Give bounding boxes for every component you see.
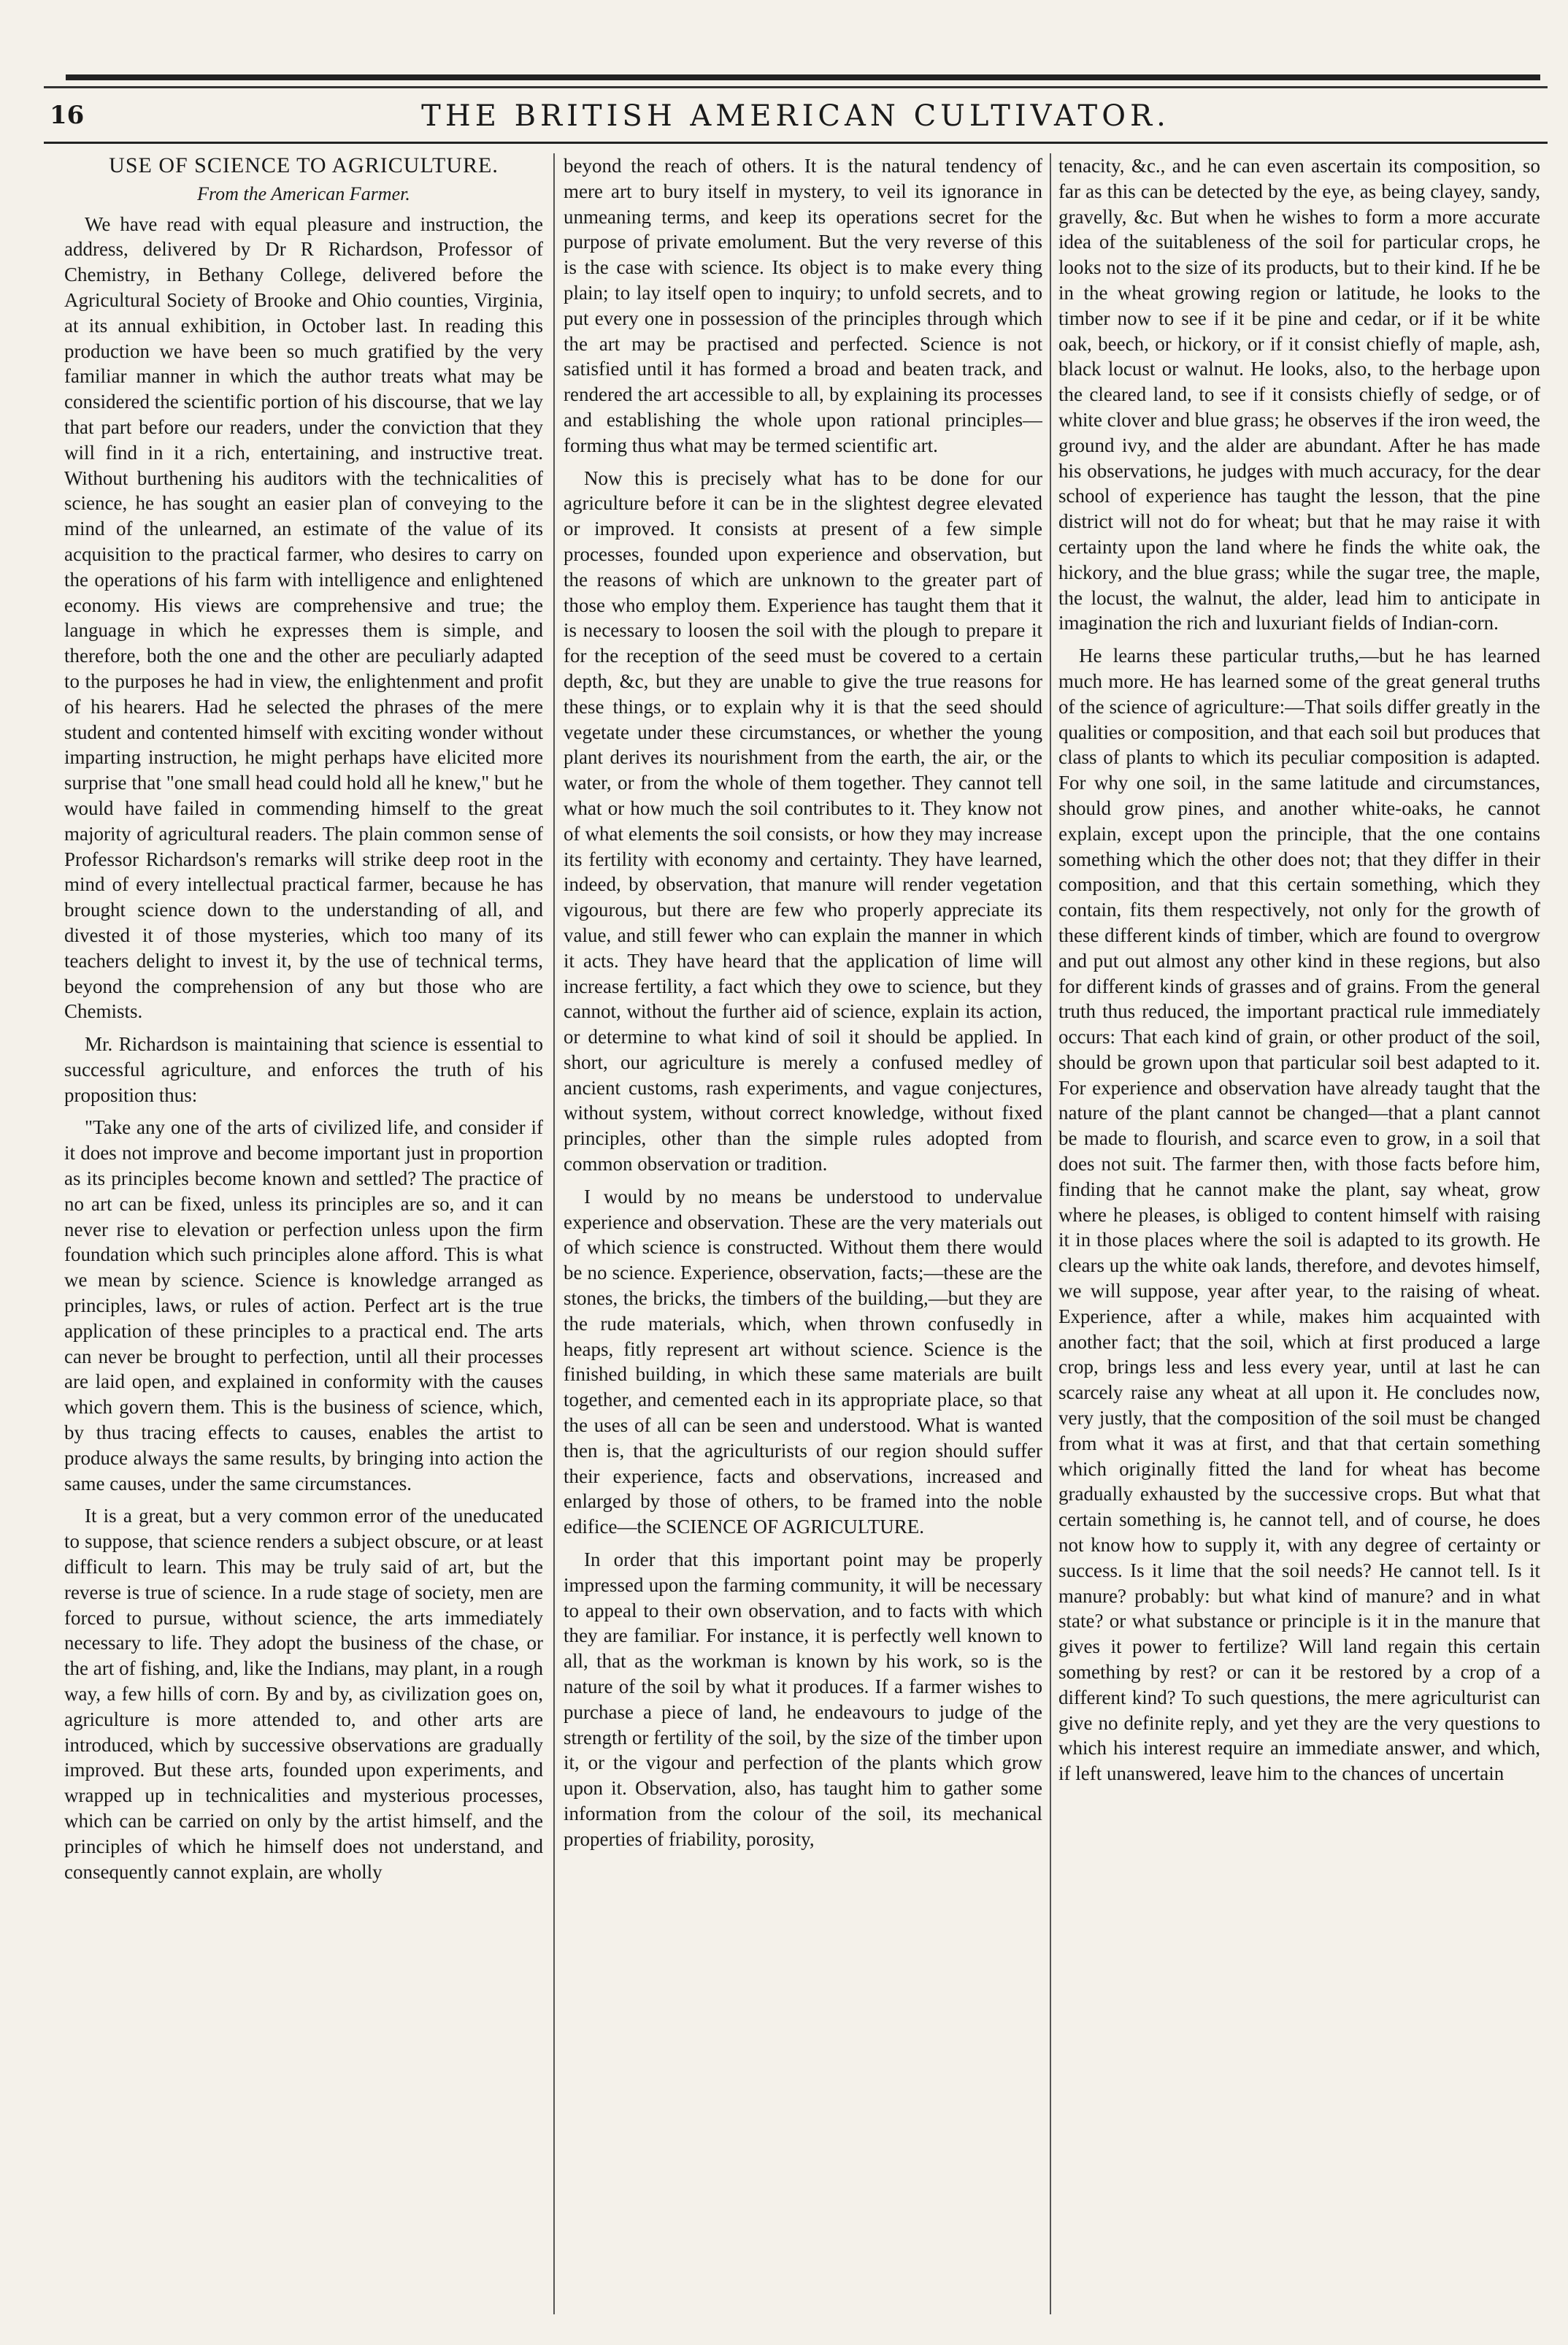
article-title: USE OF SCIENCE TO AGRICULTURE. <box>109 153 499 177</box>
column-2 <box>564 153 1042 2314</box>
paragraph: We have read with equal pleasure and instruction, the address, delivered by Dr R Richardson, Professor of Chemistry, in Bethany College, delivered before the Agricultural Society of Brooke and Ohio counties, Virginia, at its annual exhibition, in October last. In reading this production we have been so much gratified by the very familiar manner in which the author treats what may be considered the scientific portion of his discourse, that we lay that part before our readers, under the conviction that they will find in it a rich, entertaining, and instructive treat. Without burthening his auditors with the technicalities of science, he has sought an easier plan of conveying to the mind of the unlearned, an estimate of the value of its acquisition to the practical farmer, who desires to carry on the operations of his farm with intelligence and enlightened economy. His views are comprehensive and true; the language in which he expresses them is simple, and therefore, both the one and the other are peculiarly adapted to the purposes he had in view, the enlightenment and profit of his hearers. Had he selected the phrases of the mere student and contented himself with exciting wonder without imparting instruction, he might perhaps have elicited more surprise that "one small head could hold all he knew," but he would have failed in commending himself to the great majority of agricultural readers. The plain common sense of Professor Richardson's remarks will strike deep root in the mind of every intellectual practical farmer, because he has brought science down to the understanding of all, and divested it of those mysteries, which too many of its teachers delight to invest it, by the use of technical terms, beyond the comprehension of any but those who are Chemists. <box>64 212 543 1023</box>
paragraph: I would by no means be understood to undervalue experience and observation. These are the very materials out of which science is constructed. Without them there would be no science. Experience, observation, facts;—these are the stones, the bricks, the timbers of the building,—but they are the rude materials, which, when thrown confusedly in heaps, fitly represent art without science. Science is the finished building, in which these same materials are built together, and cemented each in its appropriate place, so that the uses of all can be seen and understood. What is wanted then is, that the agriculturists of our region should suffer their experience, facts and observations, increased and enlarged by those of others, to be framed into the noble edifice—the SCIENCE OF AGRICULTURE. <box>564 1185 1042 1538</box>
column-divider-2 <box>1050 153 1051 2314</box>
paragraph: Now this is precisely what has to be done for our agriculture before it can be in the slightest degree elevated or improved. It consists at present of a few simple processes, founded upon experience and observation, but the reasons of which are unknown to the greater part of those who employ them. Experience has taught them that it is necessary to loosen the soil with the plough to prepare it for the reception of the seed must be covered to a certain depth, &c, but they are unable to give the true reasons for these things, or to explain why it is that the seed should vegetate under these circumstances, or whether the young plant derives its nourishment from the earth, the air, or the water, or from the whole of them together. They cannot tell what or how much the soil contributes to it. They know not of what elements the soil consists, or how they may increase its fertility with economy and certainty. They have learned, indeed, by observation, that manure will render vegetation vigourous, but there are few who properly appreciate its value, and still fewer who can explain the manner in which it acts. They have heard that the application of lime will increase fertility, a fact which they owe to science, but they cannot, without the further aid of science, explain its action, or determine to what kind of soil it should be applied. In short, our agriculture is merely a confused medley of ancient customs, rash experiments, and vague conjectures, without system, without correct knowledge, without fixed principles, other than the simple rules adopted from common observation or tradition. <box>564 467 1042 1175</box>
top-rule-thin <box>44 86 1548 88</box>
paragraph: He learns these particular truths,—but he has learned much more. He has learned some of the great general truths of the science of agriculture:—That soils differ greatly in the qualities or composition, and that each soil but produces that class of plants to which its peculiar composition is adapted. For why one soil, in the same latitude and circumstances, should grow pines, and another white-oaks, he cannot explain, except upon the principle, that the one contains something which the other does not; that they differ in their composition, and that this certain something, which they contain, fits them respectively, not only for the growth of these different kinds of timber, which are found to overgrow and put out almost any other kind in these regions, but also for different kinds of grasses and of grains. From the general truth thus reduced, the important practical rule immediately occurs: That each kind of grain, or other product of the soil, should be grown upon that particular soil best adapted to it. For experience and observation have already taught that the nature of the plant cannot be changed—that a plant cannot be made to flourish, and scarce even to grow, in a soil that does not suit. The farmer then, with those facts before him, finding that he cannot make the plant, say wheat, grow where he pleases, is obliged to content himself with raising it in those places where the soil is adapted to its growth. He clears up the white oak lands, therefore, and devotes himself, we will suppose, year after year, to the raising of wheat. Experience, after a while, makes him acquainted with another fact; that the soil, which at first produced a large crop, brings less and less every year, until at last he can scarcely raise any wheat at all upon it. He concludes now, very justly, that the composition of the soil must be changed from what it was at first, and that that certain something which originally fitted the land for wheat has become gradually exhausted by the successive crops. But what that certain something is, he cannot tell, and of course, he does not know how to supply it, with any degree of certainty or success. Is it lime that the soil needs? He cannot tell. Is it manure? probably: but what kind of manure? and in what state? or what substance or principle is it in the manure that gives it power to fertilize? Will land regain this certain something by rest? or can it be restored by a crop of a different kind? To such questions, the mere agriculturist can give no definite reply, and yet they are the very questions to which his interest require an immediate answer, and which, if left unanswered, leave him to the chances of uncertain <box>1058 645 1540 1785</box>
article-source: From the American Farmer. <box>197 183 410 204</box>
masthead: THE BRITISH AMERICAN CULTIVATOR. <box>421 99 1170 133</box>
paragraph: tenacity, &c., and he can even ascertain its composition, so far as this can be detected by the eye, as being clayey, sandy, gravelly, &c. But when he wishes to form a more accurate idea of the suitableness of the soil for particular crops, he looks not to the size of its products, but to their kind. If he be in the wheat growing region or latitude, he looks to the timber now to see if it be pine and cedar, or if it be white oak, beech, or hickory, or if it consist chiefly of maple, ash, black locust or walnut. He looks, also, to the herbage upon the cleared land, to see if it consists chiefly of sedge, or of white clover and blue grass; he observes if the iron weed, the ground ivy, and the alder are abundant. After he has made his observations, he judges with much accuracy, for the dear school of experience has taught the lesson, that the pine district will not do for wheat; but that he may raise it with certainty upon the land where he finds the white oak, the hickory, and the blue grass; while the sugar tree, the maple, the locust, the walnut, the alder, lead him to anticipate in imagination the rich and luxuriant fields of Indian-corn. <box>1058 155 1540 634</box>
column-1 <box>64 153 543 2314</box>
column-divider-1 <box>553 153 555 2314</box>
page-header <box>44 96 1548 140</box>
paragraph: It is a great, but a very common error of the uneducated to suppose, that science renders a subject obscure, or at least difficult to learn. This may be truly said of art, but the reverse is true of science. In a rude stage of society, men are forced to pursue, without science, the arts immediately necessary to life. They adopt the business of the chase, or the art of fishing, and, like the Indians, may plant, in a rough way, a few hills of corn. By and by, as civilization goes on, agriculture is more attended to, and other arts are introduced, which by successive observations are gradually improved. But these arts, founded upon experiments, and wrapped up in technicalities and mysterious processes, which can be carried on only by the artist himself, and the principles of which he himself does not understand, and consequently cannot explain, are wholly <box>64 1505 543 1883</box>
paragraph: Mr. Richardson is maintaining that science is essential to successful agriculture, and enforces the truth of his proposition thus: <box>64 1033 543 1106</box>
paragraph: In order that this important point may be properly impressed upon the farming community, it will be necessary to appeal to their own observation, and to facts with which they are familiar. For instance, it is perfectly well known to all, that as the workman is known by his work, so is the nature of the soil by what it produces. If a farmer wishes to purchase a piece of land, he endeavours to judge of the strength or fertility of the soil, by the size of the timber upon it, or the vigour and perfection of the plants which grow upon it. Observation, also, has taught him to gather some information from the colour of the soil, its mechanical properties of friability, porosity, <box>564 1548 1042 1850</box>
paragraph: "Take any one of the arts of civilized life, and consider if it does not improve and become important just in proportion as its principles become known and settled? The practice of no art can be fixed, unless its principles are so, and it can never rise to elevation or perfection unless upon the firm foundation which such principles alone afford. This is what we mean by science. Science is knowledge arranged as principles, laws, or rules of action. Perfect art is the true application of these principles to a practical end. The arts can never be brought to perfection, until all their processes are laid open, and explained in conformity with the causes which govern them. This is the business of science, which, by thus tracing effects to causes, enables the artist to produce always the same results, by bringing into action the same causes, under the same circumstances. <box>64 1116 543 1494</box>
top-rule <box>66 74 1540 80</box>
page-number: 16 <box>50 101 85 130</box>
column-3 <box>1058 153 1540 2314</box>
paragraph: beyond the reach of others. It is the natural tendency of mere art to bury itself in mystery, to veil its ignorance in unmeaning terms, and keep its operations secret for the purpose of private emolument. But the very reverse of this is the case with science. Its object is to make every thing plain; to lay itself open to inquiry; to unfold secrets, and to put every one in possession of the principles through which the art may be practised and perfected. Science is not satisfied until it has formed a broad and beaten track, and rendered the art accessible to all, by explaining its processes and establishing the whole upon rational principles—forming thus what may be termed scientific art. <box>564 155 1042 456</box>
header-rule <box>44 142 1548 144</box>
